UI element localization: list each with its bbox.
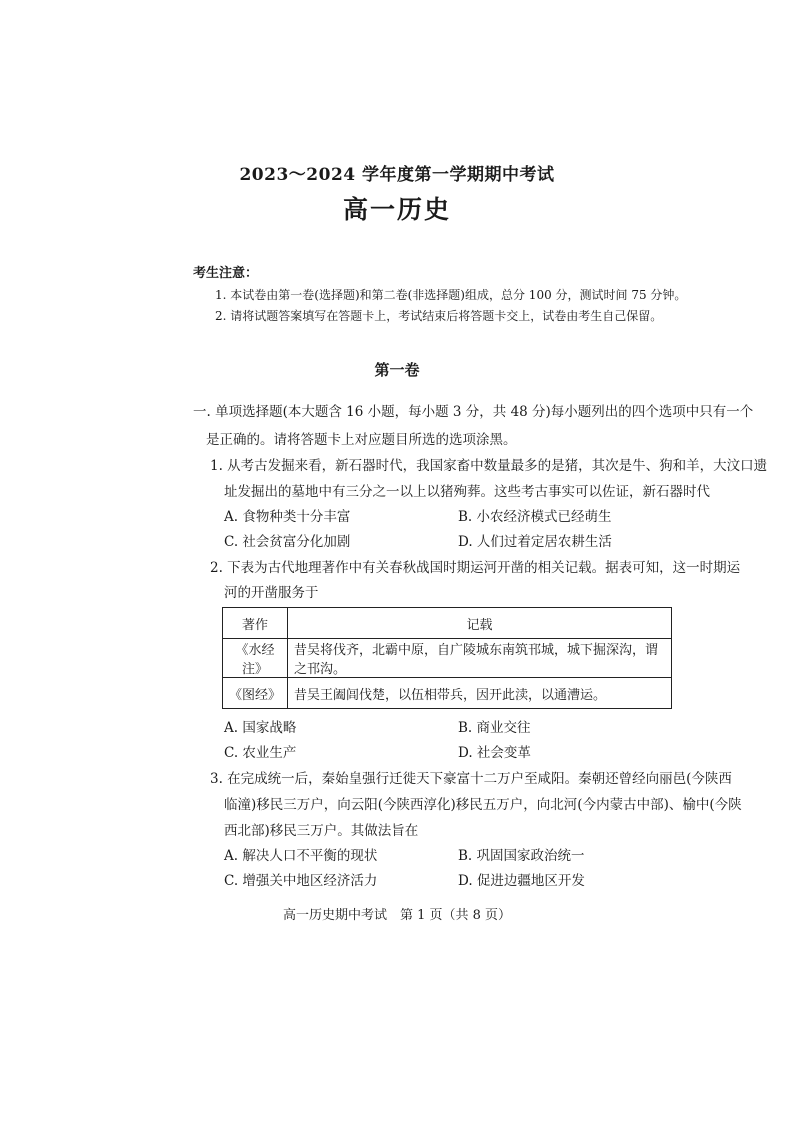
- question-1-option-a: A. 食物种类十分丰富: [224, 509, 351, 525]
- question-3-stem: 西北部)移民三万户。其做法旨在: [224, 823, 419, 839]
- question-1-option-c: C. 社会贫富分化加剧: [224, 534, 351, 550]
- question-2-stem: 河的开凿服务于: [224, 585, 319, 601]
- question-2-option-d: D. 社会变革: [458, 745, 531, 761]
- notice-title: 考生注意：: [193, 266, 259, 281]
- table-cell: 《图经》: [223, 678, 288, 709]
- record-table: [222, 607, 672, 709]
- question-3-option-b: B. 巩固国家政治统一: [458, 848, 585, 864]
- question-2-option-a: A. 国家战略: [224, 720, 297, 736]
- table-header-cell: 记载: [288, 608, 672, 639]
- part-intro: 是正确的。请将答题卡上对应题目所选的选项涂黑。: [206, 432, 517, 448]
- question-1-stem: 1. 从考古发掘来看，新石器时代，我国家畜中数量最多的是猪，其次是牛、狗和羊，大汶口遗: [210, 458, 768, 474]
- page-footer: 高一历史期中考试 第 1 页（共 8 页）: [282, 908, 512, 923]
- notice-item: 2. 请将试题答案填写在答题卡上，考试结束后将答题卡交上，试卷由考生自己保留。: [215, 309, 663, 323]
- exam-title: 2023～2024 学年度第一学期期中考试: [239, 165, 555, 185]
- part-intro: 一. 单项选择题(本大题含 16 小题，每小题 3 分，共 48 分)每小题列出的四个选项中只有一个: [193, 404, 754, 420]
- table-cell: 昔吴王阖闾伐楚，以伍相带兵，因开此渎，以通漕运。: [288, 678, 672, 709]
- question-1-option-d: D. 人们过着定居农耕生活: [458, 534, 612, 550]
- notice-item: 1. 本试卷由第一卷(选择题)和第二卷(非选择题)组成，总分 100 分，测试时间 75 分钟。: [215, 288, 687, 302]
- question-1-option-b: B. 小农经济模式已经萌生: [458, 509, 612, 525]
- question-3-stem: 3. 在完成统一后，秦始皇强行迁徙天下豪富十二万户至咸阳。秦朝还曾经向丽邑(今陕西: [210, 771, 732, 787]
- question-3-stem: 临潼)移民三万户，向云阳(今陕西淳化)移民五万户，向北河(今内蒙古中部)、榆中(今陕: [224, 797, 742, 813]
- question-2-option-b: B. 商业交往: [458, 720, 531, 736]
- table-header-row: [223, 608, 672, 639]
- question-3-option-c: C. 增强关中地区经济活力: [224, 873, 378, 889]
- table-row: [223, 678, 672, 709]
- subject-title: 高一历史: [342, 195, 451, 224]
- table-cell: 《水经注》: [223, 639, 288, 678]
- table-cell: 昔吴将伐齐，北霸中原，自广陵城东南筑邗城，城下掘深沟，谓之邗沟。: [288, 639, 672, 678]
- question-3-option-d: D. 促进边疆地区开发: [458, 873, 585, 889]
- question-1-stem: 址发掘出的墓地中有三分之一以上以猪殉葬。这些考古事实可以佐证，新石器时代: [224, 484, 710, 500]
- question-3-option-a: A. 解决人口不平衡的现状: [224, 848, 378, 864]
- table-header-cell: 著作: [223, 608, 288, 639]
- question-2-stem: 2. 下表为古代地理著作中有关春秋战国时期运河开凿的相关记载。据表可知，这一时期运: [210, 560, 741, 576]
- question-2-option-c: C. 农业生产: [224, 745, 297, 761]
- section-title: 第一卷: [374, 361, 420, 379]
- table-row: [223, 639, 672, 678]
